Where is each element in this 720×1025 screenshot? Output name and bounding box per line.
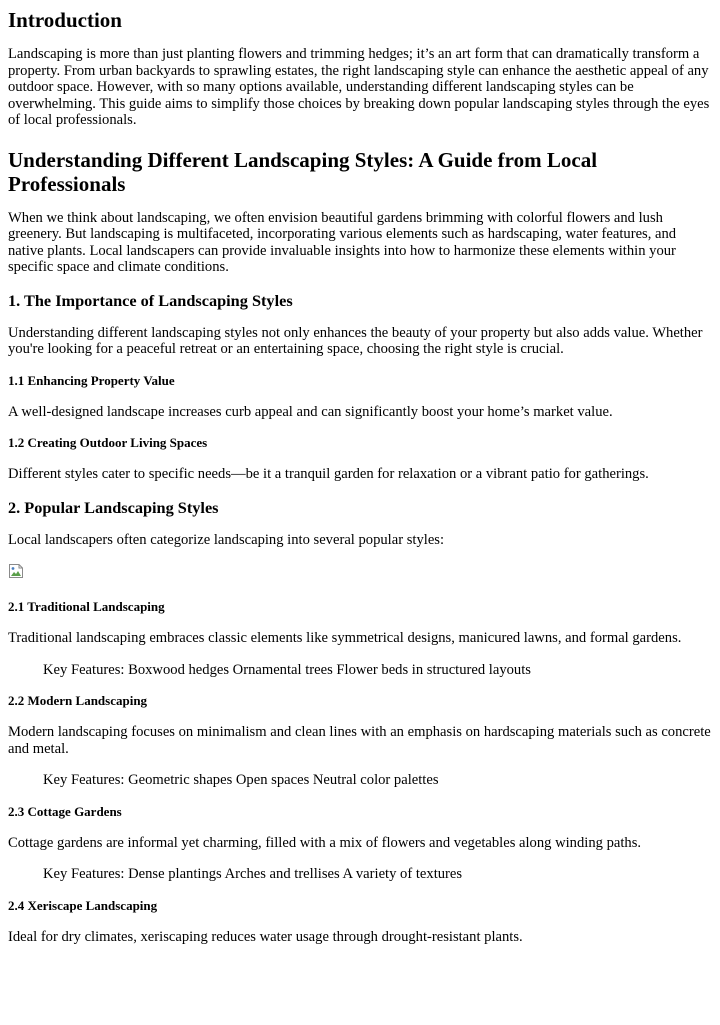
xeriscape-heading: 2.4 Xeriscape Landscaping bbox=[8, 897, 158, 913]
intro-paragraph: Landscaping is more than just planting flowers and trimming hedges; it’s an art form that can dramatically transform a property. From urban backyards to sprawling estates, the right landscaping style can enhance the aesthetic appeal of any outdoor space. However, with so many options available, understanding different landscaping styles can be overwhelming. This guide aims to simplify those choices by breaking down popular landscaping styles through the eyes of local professionals. bbox=[8, 46, 710, 128]
cottage-heading: 2.3 Cottage Gardens bbox=[8, 803, 122, 819]
traditional-features: Key Features: Boxwood hedges Ornamental trees Flower beds in structured layouts bbox=[43, 661, 531, 678]
importance-heading: 1. The Importance of Landscaping Styles bbox=[8, 290, 293, 310]
intro-heading: Introduction bbox=[8, 8, 122, 32]
modern-features: Key Features: Geometric shapes Open spaces Neutral color palettes bbox=[43, 772, 439, 788]
traditional-text: Traditional landscaping embraces classic elements like symmetrical designs, manicured lawns, and formal gardens. bbox=[8, 630, 682, 646]
property-value-heading: 1.1 Enhancing Property Value bbox=[8, 372, 175, 388]
modern-text: Modern landscaping focuses on minimalism and clean lines with an emphasis on hardscaping materials such as concrete and metal. bbox=[8, 724, 711, 757]
popular-styles-paragraph: Local landscapers often categorize landscaping into several popular styles: bbox=[8, 531, 445, 548]
traditional-heading: 2.1 Traditional Landscaping bbox=[8, 599, 165, 614]
outdoor-living-heading: 1.2 Creating Outdoor Living Spaces bbox=[8, 435, 208, 450]
modern-heading: 2.2 Modern Landscaping bbox=[8, 693, 148, 708]
outdoor-living-text: Different styles cater to specific needs—be it a tranquil garden for relaxation or a vibrant patio for gatherings. bbox=[8, 466, 649, 482]
popular-styles-heading: 2. Popular Landscaping Styles bbox=[8, 497, 219, 517]
property-value-text: A well-designed landscape increases curb appeal and can significantly boost your home’s market value. bbox=[8, 403, 613, 420]
cottage-text: Cottage gardens are informal yet charming, filled with a mix of flowers and vegetables along winding paths. bbox=[8, 834, 642, 851]
guide-paragraph: When we think about landscaping, we often envision beautiful gardens brimming with colorful flowers and lush greenery. But landscaping is multifaceted, incorporating various elements such as hardscaping, water features, and native plants. Local landscapers can provide invaluable insights into how to harmonize these elements within your specific space and climate conditions. bbox=[8, 209, 677, 275]
importance-paragraph: Understanding different landscaping styles not only enhances the beauty of your property but also adds value. Whether you're looking for a peaceful retreat or an entertaining space, choosing the right style is crucial. bbox=[8, 324, 703, 357]
xeriscape-text: Ideal for dry climates, xeriscaping reduces water usage through drought-resistant plants. bbox=[8, 928, 523, 945]
broken-image-icon bbox=[8, 563, 24, 579]
article bbox=[0, 8, 720, 945]
guide-heading: Understanding Different Landscaping Styles: A Guide from Local Professionals bbox=[8, 147, 598, 196]
cottage-features: Key Features: Dense plantings Arches and trellises A variety of textures bbox=[43, 866, 463, 882]
